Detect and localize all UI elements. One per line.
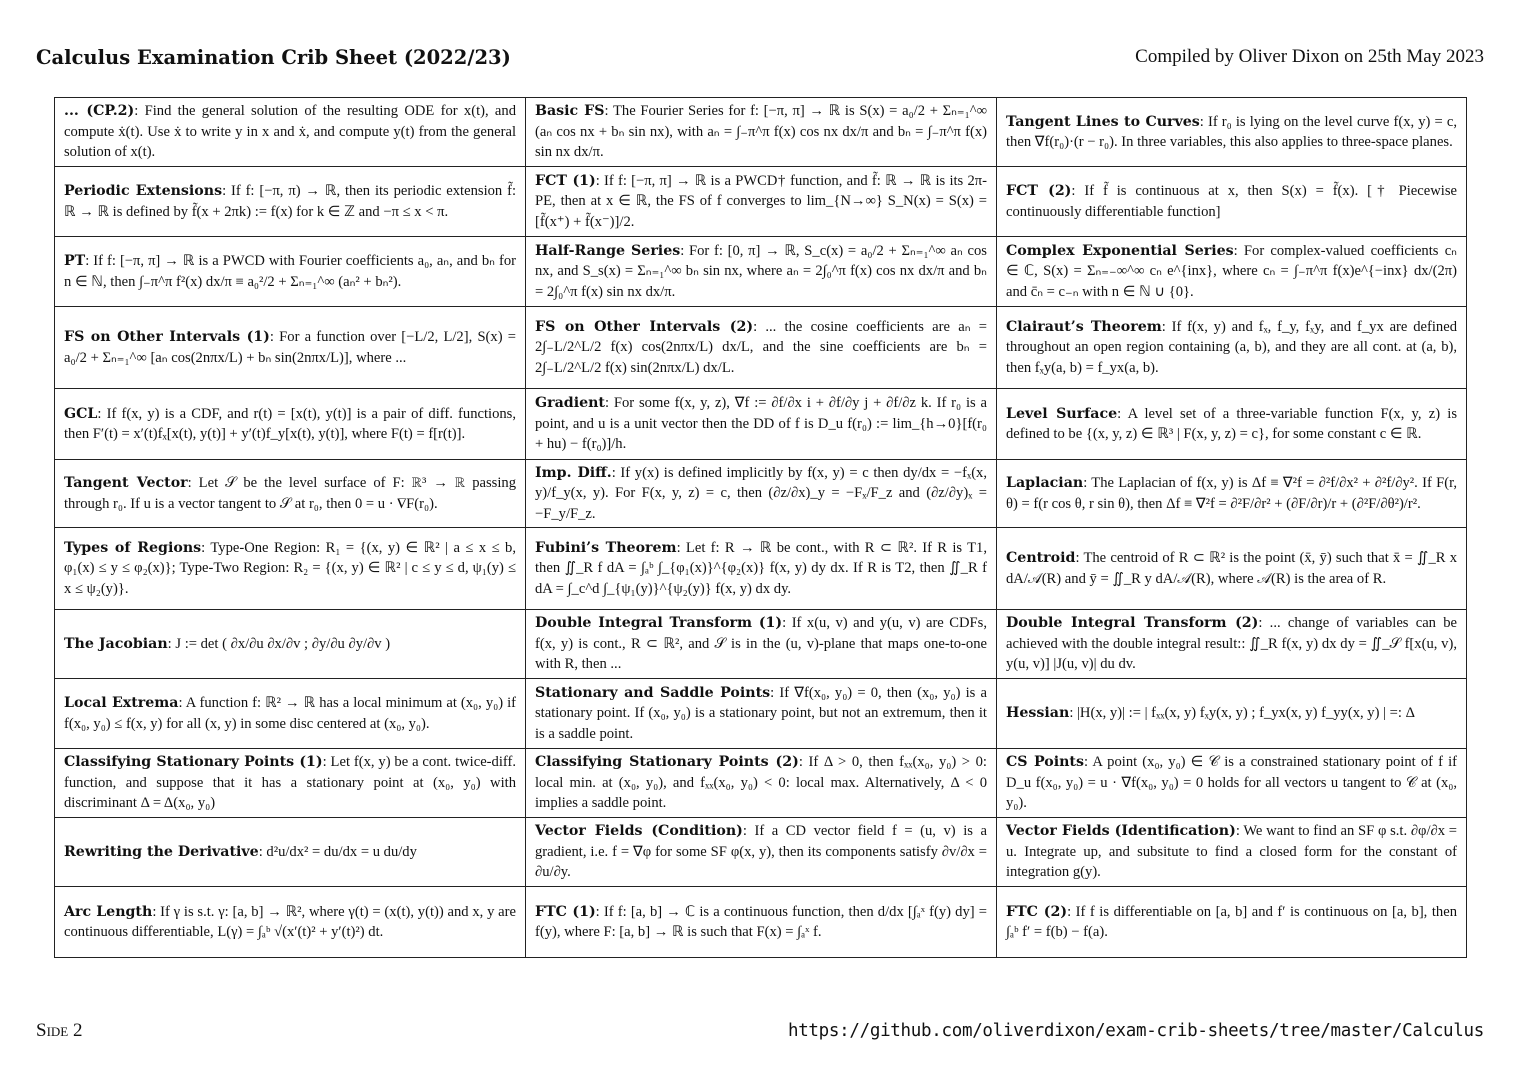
table-row <box>55 167 1467 237</box>
definition-cell <box>55 818 526 887</box>
definition-cell <box>55 749 526 818</box>
definition-cell <box>526 307 997 389</box>
cell-body: : For a function over [−L/2, L/2], S(x) = a₀/2 + Σₙ₌₁^∞ [aₙ cos(2nπx/L) + bₙ sin(2nπx/L)], where ... <box>64 329 517 366</box>
cell-body: : A point (x₀, y₀) ∈ 𝒞 is a constrained stationary point of f if D_u f(x₀, y₀) = u · ∇f(x₀, y₀) = 0 holds for all vectors u tangent to 𝒞 at (x₀, y₀). <box>1006 754 1457 812</box>
cell-body: : For f: [0, π] → ℝ, S_c(x) = a₀/2 + Σₙ₌₁^∞ aₙ cos nx, and S_s(x) = Σₙ₌₁^∞ bₙ sin nx, where aₙ = 2∫₀^π f(x) cos nx dx/π and bₙ = 2∫₀^π f(x) sin nx dx/π. <box>535 242 987 300</box>
cell-title: FCT (2) <box>1006 183 1072 199</box>
cell-body: : If a CD vector field f = (u, v) is a gradient, i.e. f = ∇φ for some SF φ(x, y), then its components satisfy ∂v/∂x = ∂u/∂y. <box>535 823 987 881</box>
cell-title: Level Surface <box>1006 405 1118 422</box>
definition-cell <box>526 389 997 460</box>
cell-title: Local Extrema <box>64 695 179 711</box>
table-row <box>55 679 1467 749</box>
definition-cell <box>526 749 997 818</box>
definition-cell <box>55 528 526 610</box>
table-row <box>55 528 1467 610</box>
cell-title: Classifying Stationary Points (1) <box>64 754 323 771</box>
cell-title: PT <box>64 253 86 269</box>
definition-cell <box>526 818 997 887</box>
definition-cell <box>526 98 997 167</box>
cell-title: Vector Fields (Condition) <box>535 823 743 840</box>
cell-title: Basic FS <box>535 103 605 120</box>
cell-title: Fubini’s Theorem <box>535 539 677 556</box>
cell-body: : If f: [a, b] → ℂ is a continuous function, then d/dx [∫ₐˣ f(y) dy] = f(y), where F: [a, b] → ℝ is such that F(x) = ∫ₐˣ f. <box>535 903 987 940</box>
cell-title: Stationary and Saddle Points <box>535 684 771 701</box>
cell-title: Tangent Lines to Curves <box>1006 113 1200 130</box>
cell-title: FTC (1) <box>535 903 596 920</box>
table-row <box>55 237 1467 307</box>
cell-title: Types of Regions <box>64 539 202 556</box>
definition-cell <box>55 98 526 167</box>
cell-body: : If Δ > 0, then fₓₓ(x₀, y₀) > 0: local min. at (x₀, y₀), and fₓₓ(x₀, y₀) < 0: local max. Alternatively, Δ < 0 implies a saddle point. <box>535 754 987 812</box>
definition-cell <box>997 389 1467 460</box>
cell-body: : A function f: ℝ² → ℝ has a local minimum at (x₀, y₀) if f(x₀, y₀) ≤ f(x, y) for all (x, y) in some disc centered at (x₀, y₀). <box>64 695 516 732</box>
cell-title: Arc Length <box>64 903 153 920</box>
cell-body: : If f is differentiable on [a, b] and f′ is continuous on [a, b], then ∫ₐᵇ f′ = f(b) − f(a). <box>1006 903 1457 940</box>
definition-cell <box>526 610 997 679</box>
definition-cell <box>997 460 1467 528</box>
definition-cell <box>526 887 997 958</box>
table-row <box>55 307 1467 389</box>
definition-cell <box>526 460 997 528</box>
cell-body: : If y(x) is defined implicitly by f(x, y) = c then dy/dx = −fₓ(x, y)/f_y(x, y). For F(x, y, z) = c, then (∂z/∂x)_y = −Fₓ/F_z and (∂z/∂y)ₓ = −F_y/F_z. <box>535 464 987 522</box>
cell-body: : Find the general solution of the resulting ODE for x(t), and compute ẋ(t). Use ẋ to write y in x and ẋ, and compute y(t) from the general solution of x(t). <box>64 103 517 161</box>
cell-title: Half-Range Series <box>535 242 681 259</box>
cell-title: Periodic Extensions <box>64 183 223 199</box>
definition-cell <box>55 610 526 679</box>
page-footer <box>36 1018 1484 1044</box>
cell-title: FS on Other Intervals (1) <box>64 329 270 345</box>
cell-title: Tangent Vector <box>64 475 188 491</box>
cell-title: Complex Exponential Series <box>1006 242 1234 259</box>
definition-cell <box>997 679 1467 749</box>
cell-body: : If f: [−π, π] → ℝ is a PWCD† function, and f̃: ℝ → ℝ is its 2π-PE, then at x ∈ ℝ, the FS of f converges to lim_{N→∞} S_N(x) = S(x) = [f̃(x⁺) + f̃(x⁻)]/2. <box>535 172 987 230</box>
cell-body: : If γ is s.t. γ: [a, b] → ℝ², where γ(t) = (x(t), y(t)) and x, y are continuous differentiable, L(γ) = ∫ₐᵇ √(x′(t)² + y′(t)²) dt. <box>64 903 516 940</box>
cell-body: : The centroid of R ⊂ ℝ² is the point (x̄, ȳ) such that x̄ = ∬_R x dA/𝒜(R) and ȳ = ∬_R y dA/𝒜(R), where 𝒜(R) is the area of R. <box>1006 550 1457 587</box>
cell-body: : Let f: R → ℝ be cont., with R ⊂ ℝ². If R is T1, then ∬_R f dA = ∫ₐᵇ ∫_{φ₁(x)}^{φ₂(x)} f(x, y) dy dx. If R is T2, then ∬_R f dA = ∫_c^d ∫_{ψ₁(y)}^{ψ₂(y)} f(x, y) dx dy. <box>535 539 987 597</box>
repo-url[interactable]: https://github.com/oliverdixon/exam-crib-sheets/tree/master/Calculus <box>787 1021 1484 1041</box>
definition-cell <box>526 167 997 237</box>
definition-cell <box>526 237 997 307</box>
cell-title: FTC (2) <box>1006 903 1068 920</box>
cell-title: Double Integral Transform (2) <box>1006 615 1259 632</box>
table-row <box>55 818 1467 887</box>
definition-cell <box>997 167 1467 237</box>
cell-title: ... (CP.2) <box>64 103 135 120</box>
definition-cell <box>55 307 526 389</box>
definition-cell <box>997 307 1467 389</box>
cell-body: : For complex-valued coefficients cₙ ∈ ℂ, S(x) = Σₙ₌₋∞^∞ cₙ e^{inx}, where cₙ = ∫₋π^π f(x)e^{−inx} dx/(2π) and c̄ₙ = c₋ₙ with n ∈ ℕ ∪ {0}. <box>1006 242 1457 300</box>
cell-body: : J := det ( ∂x/∂u ∂x/∂v ; ∂y/∂u ∂y/∂v ) <box>167 635 391 652</box>
cell-body: : d²u/dx² = du/dx = u du/dy <box>258 843 417 860</box>
cell-title: Double Integral Transform (1) <box>535 615 783 632</box>
cell-body: : If ∇f(x₀, y₀) = 0, then (x₀, y₀) is a stationary point. If (x₀, y₀) is a stationary point, but not an extremum, then it is a saddle point. <box>535 684 987 742</box>
table-row <box>55 389 1467 460</box>
cell-title: FCT (1) <box>535 172 596 189</box>
cell-body: : If f̃ is continuous at x, then S(x) = f̃(x). [† Piecewise continuously differentiable function] <box>1006 183 1457 220</box>
cell-body: : If f(x, y) and fₓ, f_y, fₓy, and f_yx are defined throughout an open region containing (a, b), and they are all cont. at (a, b), then fₓy(a, b) = f_yx(a, b). <box>1006 318 1457 376</box>
definition-cell <box>997 887 1467 958</box>
cell-title: Gradient <box>535 395 605 412</box>
definition-cell <box>55 389 526 460</box>
cell-title: Clairaut’s Theorem <box>1006 318 1162 335</box>
compiled-by: Compiled by Oliver Dixon on 25th May 2023 <box>1135 46 1484 67</box>
cell-body: : ... change of variables can be achieved with the double integral result:: ∬_R f(x, y) dx dy = ∬_𝒮 f[x(u, v), y(u, v)] |J(u, v)| du dv. <box>1006 615 1457 673</box>
cell-body: : If f: [−π, π] → ℝ is a PWCD with Fourier coefficients a₀, aₙ, and bₙ for n ∈ ℕ, then ∫₋π^π f²(x) dx/π ≡ a₀²/2 + Σₙ₌₁^∞ (aₙ² + bₙ²). <box>64 253 516 290</box>
table-row <box>55 460 1467 528</box>
cell-body: : Let 𝒮 be the level surface of F: ℝ³ → ℝ passing through r₀. If u is a vector tangent to 𝒮 at r₀, then 0 = u · ∇F(r₀). <box>64 475 516 512</box>
definition-cell <box>997 98 1467 167</box>
definition-cell <box>55 887 526 958</box>
definition-cell <box>997 610 1467 679</box>
cell-title: CS Points <box>1006 754 1084 771</box>
cell-body: : The Laplacian of f(x, y) is Δf ≡ ∇²f = ∂²f/∂x² + ∂²f/∂y². If F(r, θ) = f(r cos θ, r sin θ), then Δf ≡ ∇²f = ∂²F/∂r² + (∂F/∂r)/r + (∂²F/∂θ²)/r². <box>1006 475 1457 512</box>
table-row <box>55 887 1467 958</box>
definition-cell <box>997 818 1467 887</box>
definition-cell <box>526 679 997 749</box>
cell-body: : We want to find an SF φ s.t. ∂φ/∂x = u. Integrate up, and subsitute to find a closed form for the constant of integration g(y). <box>1006 823 1457 881</box>
cell-body: : If f(x, y) is a CDF, and r(t) = [x(t), y(t)] is a pair of diff. functions, then F′(t) = x′(t)fₓ[x(t), y(t)] + y′(t)f_y[x(t), y(t)], where F(t) = f[r(t)]. <box>64 405 516 442</box>
cell-body: : A level set of a three-variable function F(x, y, z) is defined to be {(x, y, z) ∈ ℝ³ | F(x, y, z) = c}, for some constant c ∈ ℝ. <box>1006 405 1457 442</box>
cell-title: Vector Fields (Identification) <box>1006 823 1236 840</box>
cell-title: Rewriting the Derivative <box>64 843 259 860</box>
cell-body: : Let f(x, y) be a cont. twice-diff. function, and suppose that it has a stationary point at (x₀, y₀) with discriminant Δ = Δ(x₀, y₀) <box>64 754 516 812</box>
crib-sheet-table <box>54 97 1467 958</box>
table-row <box>55 749 1467 818</box>
cell-body: : Type-One Region: R₁ = {(x, y) ∈ ℝ² | a ≤ x ≤ b, φ₁(x) ≤ y ≤ φ₂(x)}; Type-Two Region: R₂ = {(x, y) ∈ ℝ² | c ≤ y ≤ d, ψ₁(y) ≤ x ≤ ψ₂(y)}. <box>64 539 517 597</box>
cell-title: Laplacian <box>1006 475 1084 491</box>
definition-cell <box>55 237 526 307</box>
definition-cell <box>526 528 997 610</box>
cell-title: Classifying Stationary Points (2) <box>535 754 799 771</box>
cell-title: Hessian <box>1006 705 1070 722</box>
cell-body: : For some f(x, y, z), ∇f := ∂f/∂x i + ∂f/∂y j + ∂f/∂z k. If r₀ is a point, and u is a unit vector then the DD of f is D_u f(r₀) := lim_{h→0}[f(r₀ + hu) − f(r₀)]/h. <box>535 395 987 453</box>
cell-body: : |H(x, y)| := | fₓₓ(x, y) fₓy(x, y) ; f_yx(x, y) f_yy(x, y) | =: Δ <box>1069 705 1416 722</box>
table-row <box>55 610 1467 679</box>
definition-cell <box>55 167 526 237</box>
cell-title: FS on Other Intervals (2) <box>535 318 754 335</box>
definition-cell <box>997 749 1467 818</box>
cell-body: : The Fourier Series for f: [−π, π] → ℝ is S(x) = a₀/2 + Σₙ₌₁^∞ (aₙ cos nx + bₙ sin nx), with aₙ = ∫₋π^π f(x) cos nx dx/π and bₙ = ∫₋π^π f(x) sin nx dx/π. <box>535 103 987 161</box>
definition-cell <box>55 460 526 528</box>
definition-cell <box>55 679 526 749</box>
cell-title: The Jacobian <box>64 635 168 652</box>
table-row <box>55 98 1467 167</box>
definition-cell <box>997 237 1467 307</box>
cell-body: : If x(u, v) and y(u, v) are CDFs, f(x, y) is cont., R ⊂ ℝ², and 𝒮 is in the (u, v)-plane that maps one-to-one with R, then ... <box>535 615 987 673</box>
cell-title: Imp. Diff. <box>535 464 612 481</box>
page-title: Calculus Examination Crib Sheet (2022/23) <box>36 45 511 69</box>
cell-body: : If r₀ is lying on the level curve f(x, y) = c, then ∇f(r₀)·(r − r₀). In three variables, this also applies to three-space planes. <box>1006 113 1458 150</box>
cell-body: : If f: [−π, π) → ℝ, then its periodic extension f̃: ℝ → ℝ is defined by f̃(x + 2πk) := f(x) for k ∈ ℤ and −π ≤ x < π. <box>64 183 516 220</box>
cell-title: GCL <box>64 405 98 422</box>
definition-cell <box>997 528 1467 610</box>
side-label: Side 2 <box>36 1020 83 1041</box>
cell-body: : ... the cosine coefficients are aₙ = 2∫₋L/2^L/2 f(x) cos(2nπx/L) dx/L, and the sine coefficients are bₙ = 2∫₋L/2^L/2 f(x) sin(2nπx/L) dx/L. <box>535 318 987 376</box>
page-header <box>36 42 1484 72</box>
cell-title: Centroid <box>1006 550 1076 566</box>
